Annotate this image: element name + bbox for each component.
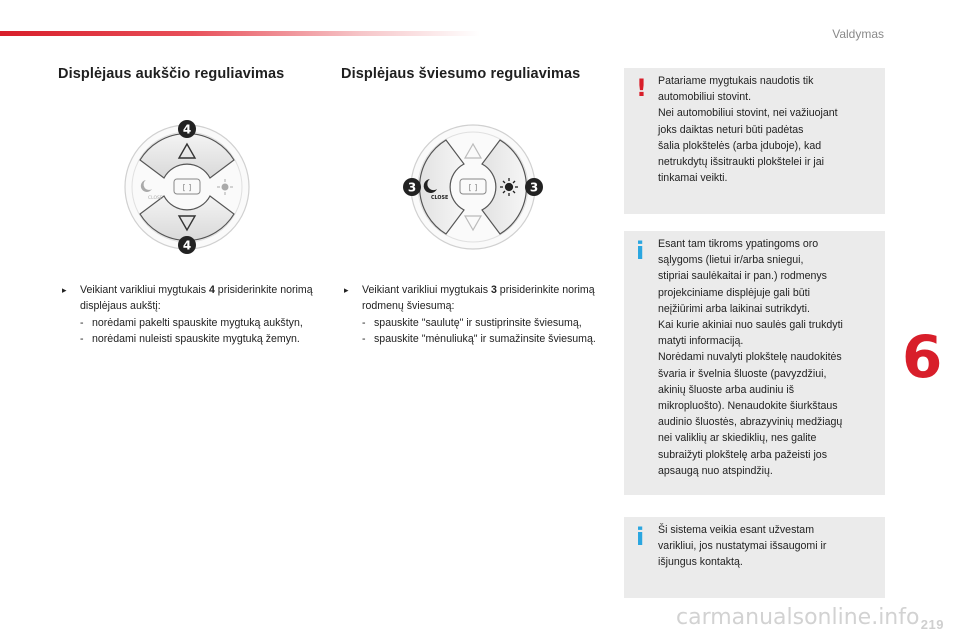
height-instructions: ▸ Veikiant varikliui mygtukais 4 prisiderinkite norimą displėjaus aukštį: - norėdami pakelti spauskite mygtuką aukštyn, - norėdami nuleisti spauskite mygtuką žemyn. — [62, 282, 322, 347]
bullet-icon: ▸ — [344, 285, 349, 295]
watermark: carmanualsonline.info — [676, 605, 920, 630]
height-control-diagram — [116, 116, 258, 258]
svg-text:3: 3 — [407, 180, 417, 195]
brightness-control-diagram — [402, 116, 544, 258]
note-text: Esant tam tikroms ypatingoms oro sąlygoms (lietui ir/arba sniegui, stipriai saulėkaitai ir pan.) rodmenys projekciniame displėjuje gali būti neįžiūrimi arba laikinai sutrikdyti. Kai kurie akiniai nuo saulės gali trukdyti matyti informaciją. Norėdami nuvalyti plokštelę naudokitės švaria ir švelnia šluoste (pavyzdžiui, akinių šluoste arba audiniu iš mikropluošto). Nenaudokite šiurkštaus audinio šluostės, abrazyvinių medžiagų nei valiklių ar skiediklių, nes galite subraižyti plokštelę arba pažeisti jos apsaugą nuo atspindžių. — [658, 238, 843, 477]
section-label: Valdymas — [832, 27, 884, 41]
info-note-system — [624, 517, 885, 598]
header-accent-bar — [0, 31, 480, 36]
brightness-instructions: ▸ Veikiant varikliui mygtukais 3 prisiderinkite norimą rodmenų šviesumą: - spauskite "saulutę" ir sustiprinsite šviesumą, - spauskite "mėnuliuką" ir sumažinsite šviesumą. — [344, 282, 606, 347]
info-note-display — [624, 231, 885, 495]
list-item: - norėdami nuleisti spauskite mygtuką žemyn. — [80, 332, 300, 345]
info-icon: i — [636, 237, 645, 265]
note-text: Patariame mygtukais naudotis tik automobiliui stovint. Nei automobiliui stovint, nei važiuojant joks daiktas neturi būti padėtas šalia plokštelės (arba įduboje), kad netrukdytų išsitraukti plokštelei ir jai tinkamai veikti. — [658, 75, 838, 185]
svg-text:[ ]: [ ] — [468, 183, 478, 192]
svg-text:[ ]: [ ] — [182, 183, 192, 192]
svg-text:4: 4 — [182, 122, 192, 137]
svg-text:4: 4 — [182, 238, 192, 253]
info-icon: i — [636, 523, 645, 551]
chapter-number: 6 — [902, 323, 943, 391]
brightness-adjust-title: Displėjaus šviesumo reguliavimas — [341, 66, 581, 82]
list-item: - spauskite "mėnuliuką" ir sumažinsite šviesumą. — [362, 332, 596, 345]
bullet-icon: ▸ — [62, 285, 67, 295]
warning-note — [624, 68, 885, 214]
exclamation-icon: ! — [636, 74, 647, 102]
close-label: CLOSE — [148, 196, 163, 201]
list-item: - norėdami pakelti spauskite mygtuką aukštyn, — [80, 316, 303, 329]
note-text: Ši sistema veikia esant užvestam varikliui, jos nustatymai išsaugomi ir išjungus kontaktą. — [658, 524, 827, 569]
svg-text:3: 3 — [529, 180, 539, 195]
page-number: 219 — [920, 617, 944, 632]
height-adjust-title: Displėjaus aukščio reguliavimas — [58, 66, 285, 82]
close-label: CLOSE — [431, 196, 449, 201]
list-item: - spauskite "saulutę" ir sustiprinsite šviesumą, — [362, 316, 582, 329]
